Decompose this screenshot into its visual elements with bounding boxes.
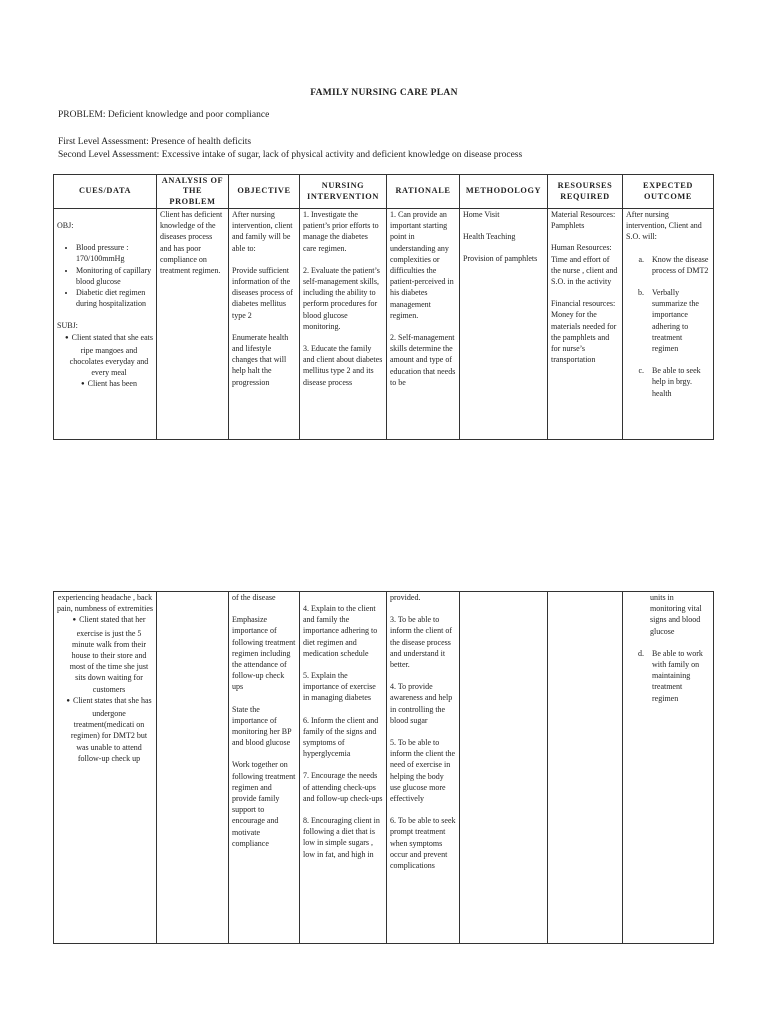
header-cues: CUES/DATA — [54, 175, 157, 209]
rationale-cell — [387, 209, 460, 440]
methodology-cell — [460, 209, 548, 440]
expected-continued: units in monitoring vital signs and blood glucose — [650, 593, 702, 636]
methodology-item: Provision of pamphlets — [463, 254, 538, 264]
list-item: • Diabetic diet regimen during hospitalization — [76, 287, 153, 309]
expected-list-continued — [626, 648, 710, 704]
care-plan-table-page2 — [53, 591, 714, 944]
header-methodology: METHODOLOGY — [460, 175, 548, 209]
methodology-item: Health Teaching — [463, 232, 516, 242]
list-item: c. Be able to seek help in brgy. health — [646, 365, 710, 399]
header-nursing-intervention: NURSING INTERVENTION — [300, 175, 387, 209]
subj-label: SUBJ: — [57, 321, 78, 331]
header-row — [54, 175, 714, 209]
second-level-assessment: Second Level Assessment: Excessive intake of sugar, lack of physical activity and deficient knowledge on disease process — [58, 150, 523, 160]
list-item: d. Be able to work with family on maintaining treatment regimen — [646, 648, 710, 704]
nursing-cell — [300, 209, 387, 440]
obj-label: OBJ: — [57, 221, 74, 230]
objective-item: After nursing intervention, client and family will be able to: — [232, 210, 293, 253]
objective-item: of the disease — [232, 593, 276, 602]
header-analysis: ANALYSIS OF THE PROBLEM — [157, 175, 229, 209]
expected-cell — [623, 592, 714, 944]
analysis-cell — [157, 592, 229, 944]
expected-intro: After nursing intervention, Client and S.O. will: — [626, 210, 702, 242]
rationale-item: 5. To be able to inform the client the need of exercise in helping the body use glucose more effectively — [390, 738, 456, 804]
objective-item: Work together on following treatment regimen and provide family support to encourage and motivate compliance — [232, 760, 296, 848]
content-row — [54, 209, 714, 440]
list-item: ● Client has been — [65, 378, 153, 391]
nursing-item: 4. Explain to the client and family the importance adhering to diet regimen and medication schedule — [303, 604, 378, 658]
nursing-item: 8. Encouraging client in following a diet that is low in simple sugars , low in fat, and high in — [303, 816, 380, 859]
expected-cell — [623, 209, 714, 440]
list-item: ● Client stated that she eats ripe mangoes and chocolates everyday and every meal — [65, 332, 153, 379]
rationale-item: 2. Self-management skills determine the amount and type of education that needs to be — [390, 333, 456, 387]
obj-list — [57, 242, 153, 309]
objective-item: Emphasize importance of following treatment regimen including the attendance of follow-up check ups — [232, 615, 296, 692]
rationale-item: provided. — [390, 593, 421, 602]
content-row — [54, 592, 714, 944]
resources-item: Financial resources: Money for the materials needed for the pamphlets and for nurse’s transportation — [551, 299, 617, 365]
objective-cell — [229, 209, 300, 440]
list-item: • Blood pressure : 170/100mmHg — [76, 242, 153, 264]
header-resources: RESOURSES REQUIRED — [548, 175, 623, 209]
nursing-item: 5. Explain the importance of exercise in managing diabetes — [303, 671, 376, 703]
rationale-item: 6. To be able to seek prompt treatment when symptoms occur and prevent complications — [390, 816, 456, 871]
methodology-item: Home Visit — [463, 210, 500, 219]
list-item: ● Client states that she has undergone treatment(medicati on regimen) for DMT2 but was unable to attend follow-up check up — [65, 695, 153, 764]
rationale-item: 3. To be able to inform the client of the disease process and understand it better. — [390, 615, 452, 670]
document-title: FAMILY NURSING CARE PLAN — [310, 88, 458, 98]
care-plan-table-page1 — [53, 174, 714, 440]
objective-item: Enumerate health and lifestyle changes that will help halt the progression — [232, 332, 289, 387]
objective-item: State the importance of monitoring her BP and blood glucose — [232, 704, 292, 748]
header-objective: OBJECTIVE — [229, 175, 300, 209]
header-expected-outcome: EXPECTED OUTCOME — [623, 175, 714, 209]
cues-cell — [54, 592, 157, 944]
expected-list — [626, 254, 710, 399]
nursing-cell — [300, 592, 387, 944]
resources-item: Human Resources: Time and effort of the nurse , client and S.O. in the activity — [551, 243, 618, 287]
objective-cell — [229, 592, 300, 944]
header-rationale: RATIONALE — [387, 175, 460, 209]
subj-list — [57, 332, 153, 392]
objective-item: Provide sufficient information of the diseases process of diabetes mellitus type 2 — [232, 265, 293, 320]
rationale-cell — [387, 592, 460, 944]
methodology-cell — [460, 592, 548, 944]
cues-cell — [54, 209, 157, 440]
nursing-item: 7. Encourage the needs of attending check-ups and follow-up check-ups — [303, 771, 383, 803]
nursing-item: 2. Evaluate the patient’s self-management skills, including the ability to perform procedures for blood glucose monitoring. — [303, 265, 380, 331]
nursing-item: 1. Investigate the patient’s prior efforts to manage the diabetes care regimen. — [303, 210, 379, 253]
nursing-item: 6. Inform the client and family of the signs and symptoms of hyperglycemia — [303, 715, 379, 759]
list-item: • Monitoring of capillary blood glucose — [76, 265, 153, 287]
analysis-cell — [157, 209, 229, 440]
rationale-item: 1. Can provide an important starting point in understanding any complexities or difficulties the patient-perceived in his diabetes management regimen. — [390, 210, 454, 320]
cues-continued: experiencing headache , back pain, numbness of extremities — [57, 593, 153, 614]
subj-list-continued — [57, 614, 153, 764]
resources-cell — [548, 592, 623, 944]
analysis-text: Client has deficient knowledge of the diseases process and has poor compliance on treatment regimen. — [160, 210, 223, 276]
nursing-item: 3. Educate the family and client about diabetes mellitus type 2 and its disease process — [303, 344, 383, 387]
rationale-item: 4. To provide awareness and help in controlling the blood sugar — [390, 682, 453, 725]
first-level-assessment: First Level Assessment: Presence of health deficits — [58, 137, 252, 147]
problem-statement: PROBLEM: Deficient knowledge and poor compliance — [58, 110, 270, 120]
resources-cell — [548, 209, 623, 440]
list-item: a. Know the disease process of DMT2 — [646, 254, 710, 276]
list-item: ● Client stated that her exercise is just the 5 minute walk from their house to their store and most of the time she just sits down waiting for customers — [65, 614, 153, 694]
list-item: b. Verbally summarize the importance adhering to treatment regimen — [646, 287, 710, 354]
resources-item: Material Resources: Pamphlets — [551, 210, 616, 231]
